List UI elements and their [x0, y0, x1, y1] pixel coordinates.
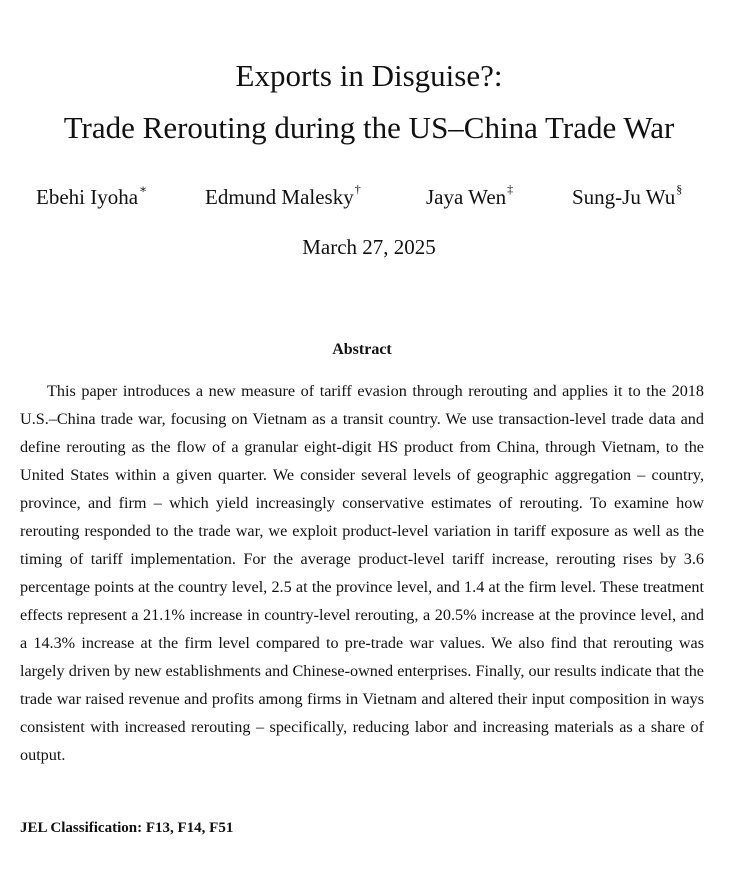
author-footnote-mark: § — [676, 182, 683, 196]
author-name: Jaya Wen — [426, 185, 507, 209]
author-name: Edmund Malesky — [205, 185, 354, 209]
publication-date: March 27, 2025 — [302, 235, 436, 259]
author-malesky — [205, 184, 361, 210]
paper-title-line-2: Trade Rerouting during the US–China Trade War — [63, 110, 675, 145]
abstract-body: This paper introduces a new measure of tariff evasion through rerouting and applies it to the 2018 U.S.–China trade war, focusing on Vietnam as a transit country. We use transaction-level trade data and define rerouting as the flow of a granular eight-digit HS product from China, through Vietnam, to the United States within a given quarter. We consider several levels of geographic aggregation – country, province, and firm – which yield increasingly conservative estimates of rerouting. To examine how rerouting responded to the trade war, we exploit product-level variation in tariff exposure as well as the timing of tariff implementation. For the average product-level tariff increase, rerouting rises by 3.6 percentage points at the country level, 2.5 at the province level, and 1.4 at the firm level. These treatment effects represent a 21.1% increase in country-level rerouting, a 20.5% increase at the province level, and a 14.3% increase at the firm level compared to pre-trade war values. We also find that rerouting was largely driven by new establishments and Chinese-owned enterprises. Finally, our results indicate that the trade war raised revenue and profits among firms in Vietnam and altered their input composition in ways consistent with increased rerouting – specifically, reducing labor and increasing materials as a share of output. — [20, 382, 704, 764]
paper-title-line-1: Exports in Disguise?: — [235, 58, 503, 93]
abstract-heading: Abstract — [332, 341, 392, 358]
author-footnote-mark: ‡ — [507, 182, 514, 196]
author-iyoha — [36, 184, 147, 210]
author-list — [0, 184, 738, 214]
author-name: Sung-Ju Wu — [572, 185, 676, 209]
author-name: Ebehi Iyoha — [36, 185, 139, 209]
author-footnote-mark: † — [354, 182, 361, 196]
author-wen — [426, 184, 513, 210]
jel-classification: JEL Classification: F13, F14, F51 — [20, 820, 234, 836]
author-footnote-mark: ∗ — [139, 182, 148, 196]
author-wu — [572, 184, 682, 210]
